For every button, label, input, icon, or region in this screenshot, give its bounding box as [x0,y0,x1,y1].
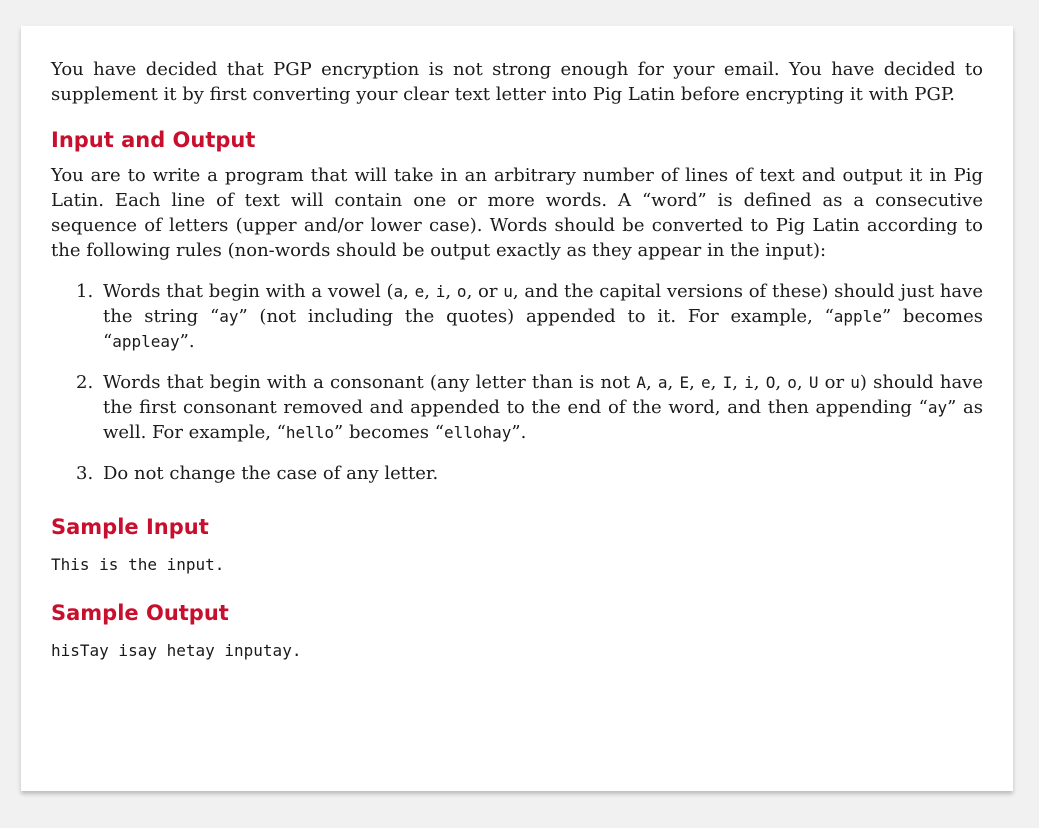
rule-number: 2. [76,372,94,393]
rule-number: 3. [76,463,94,484]
sample-output-text: hisTay isay hetay inputay. [51,641,302,660]
intro-paragraph: You have decided that PGP encryption is not strong enough for your email. You have decided to supplement it by first converting your clear text letter into Pig Latin before encrypting it with PGP. [51,59,983,105]
input-output-paragraph: You are to write a program that will take in an arbitrary number of lines of text and output it in Pig Latin. Each line of text will contain one or more words. A “word” is defined as a consecutive sequence of letters (upper and/or lower case). Words should be converted to Pig Latin according to the following rules (non-words should be output exactly as they appear in the input): [51,165,983,261]
sample-output-heading: Sample Output [51,601,229,625]
rule-item-2: 2. Words that begin with a consonant (any letter than is not A, a, E, e, I, i, O, o, U or u) should have the first consonant removed and appended to the end of the word, and then appending “ay” as well. For example, “hello” becomes “ellohay”. [76,372,984,443]
document-page [21,26,1013,791]
rule-number: 1. [76,281,94,302]
rule-item-3: 3. Do not change the case of any letter. [76,463,439,484]
input-output-heading: Input and Output [51,128,256,152]
rule-item-1: 1. Words that begin with a vowel (a, e, i, o, or u, and the capital versions of these) should just have the string “ay” (not including the quotes) appended to it. For example, “apple” becomes “appleay”. [76,281,983,352]
rules-list [51,279,983,486]
sample-input-heading: Sample Input [51,515,209,539]
sample-input-text: This is the input. [51,555,225,574]
